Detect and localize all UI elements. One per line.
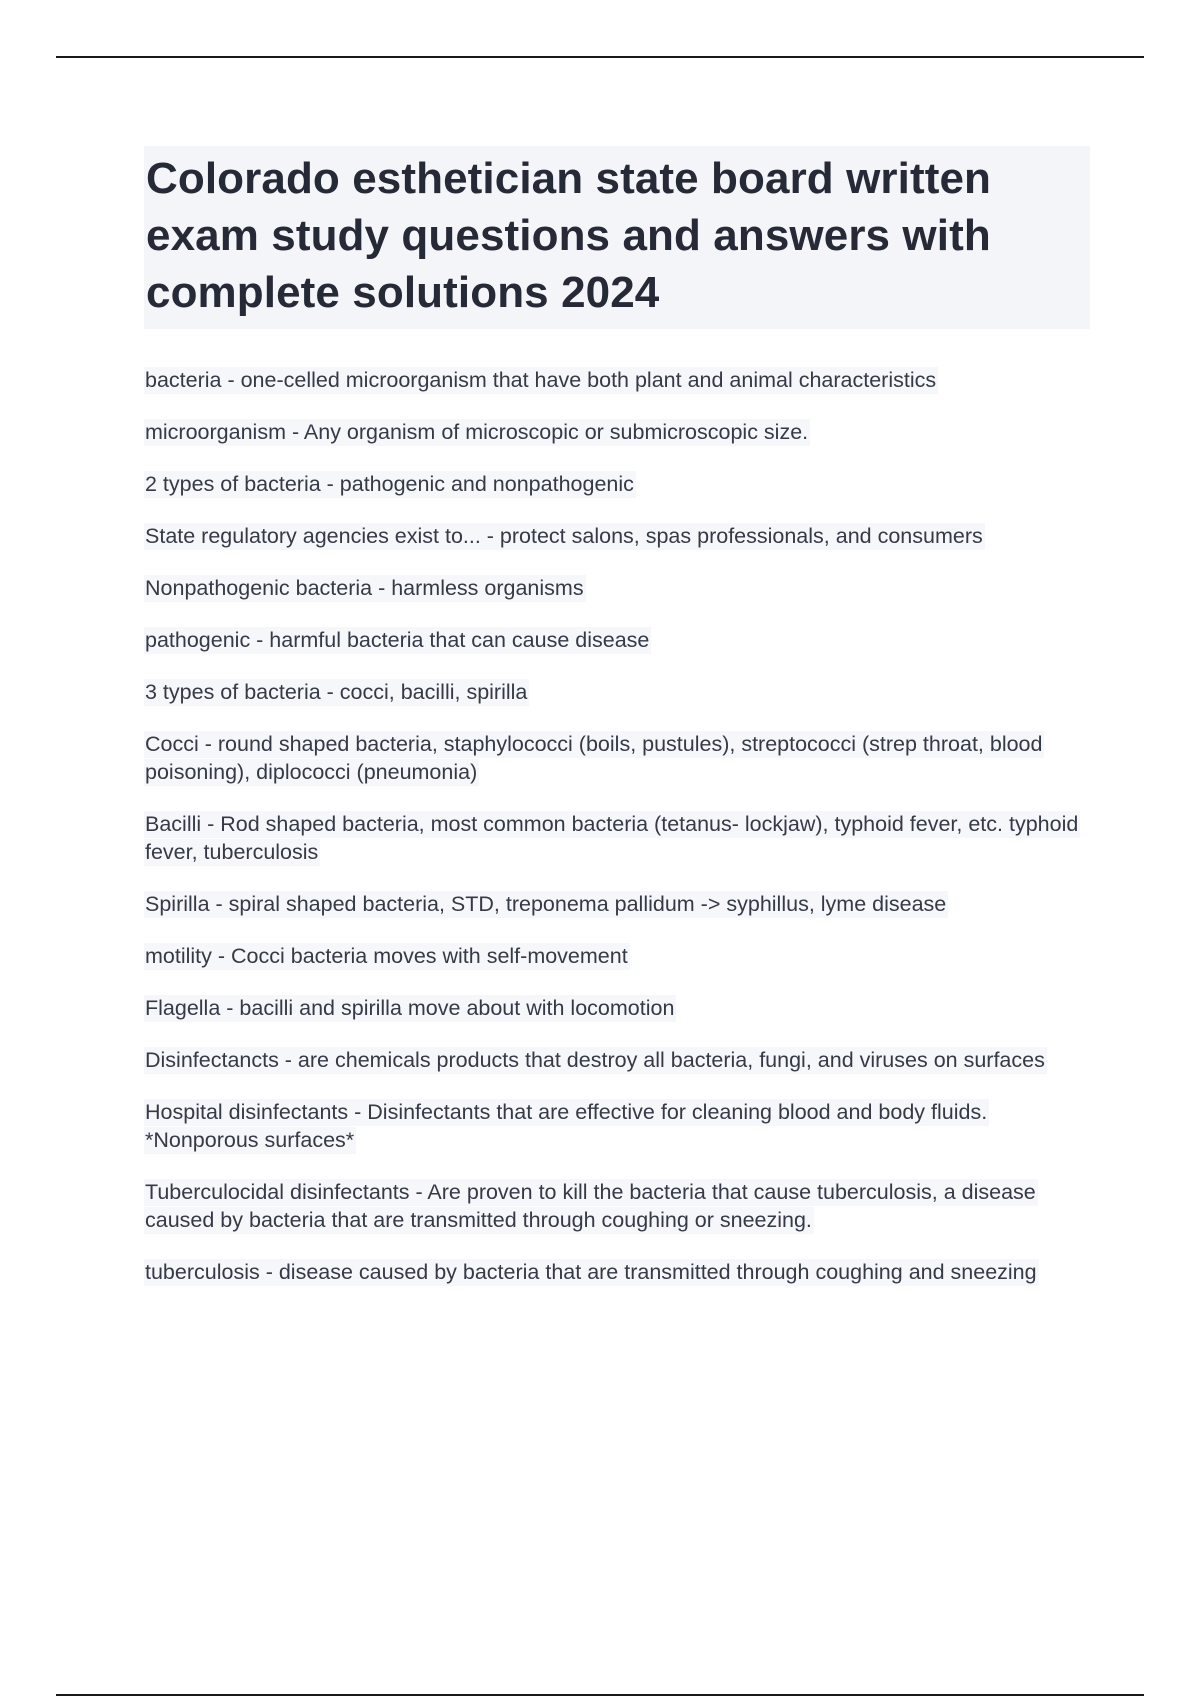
title-block: [144, 146, 1090, 329]
qa-item-text: 2 types of bacteria - pathogenic and nonpathogenic: [145, 472, 634, 496]
qa-item: [144, 522, 1104, 550]
qa-item: [144, 678, 1104, 706]
qa-item: [144, 626, 1104, 654]
qa-item-text: Bacilli - Rod shaped bacteria, most common bacteria (tetanus- lockjaw), typhoid fever, etc. typhoid fever, tuberculosis: [145, 812, 1079, 864]
qa-item-text: Tuberculocidal disinfectants - Are proven to kill the bacteria that cause tuberculosis, a disease caused by bacteria that are transmitted through coughing or sneezing.: [145, 1180, 1036, 1232]
qa-item-text: pathogenic - harmful bacteria that can cause disease: [145, 628, 650, 652]
top-rule: [56, 56, 1144, 58]
qa-item: [144, 1046, 1104, 1074]
qa-item-text: Nonpathogenic bacteria - harmless organisms: [145, 576, 584, 600]
qa-item-text: Spirilla - spiral shaped bacteria, STD, treponema pallidum -> syphillus, lyme disease: [145, 892, 947, 916]
qa-item: [144, 994, 1104, 1022]
qa-item: [144, 730, 1104, 786]
qa-list: [144, 366, 1104, 1310]
qa-item-text: microorganism - Any organism of microscopic or submicroscopic size.: [145, 420, 809, 444]
qa-item-text: bacteria - one-celled microorganism that have both plant and animal characteristics: [145, 368, 937, 392]
qa-item: [144, 418, 1104, 446]
qa-item: [144, 810, 1104, 866]
qa-item: [144, 1258, 1104, 1286]
qa-item: [144, 366, 1104, 394]
qa-item: [144, 1178, 1104, 1234]
qa-item: [144, 574, 1104, 602]
qa-item-text: tuberculosis - disease caused by bacteria that are transmitted through coughing and sneezing: [145, 1260, 1037, 1284]
qa-item-text: State regulatory agencies exist to... - protect salons, spas professionals, and consumers: [145, 524, 983, 548]
qa-item: [144, 470, 1104, 498]
qa-item-text: Cocci - round shaped bacteria, staphylococci (boils, pustules), streptococci (strep throat, blood poisoning), diplococci (pneumonia): [145, 732, 1043, 784]
bottom-rule: [56, 1694, 1144, 1696]
qa-item-text: Flagella - bacilli and spirilla move about with locomotion: [145, 996, 675, 1020]
qa-item: [144, 942, 1104, 970]
qa-item: [144, 890, 1104, 918]
qa-item-text: Disinfectancts - are chemicals products that destroy all bacteria, fungi, and viruses on surfaces: [145, 1048, 1045, 1072]
qa-item: [144, 1098, 1104, 1154]
qa-item-text: 3 types of bacteria - cocci, bacilli, spirilla: [145, 680, 528, 704]
qa-item-text: Hospital disinfectants - Disinfectants that are effective for cleaning blood and body fluids. *Nonporous surfaces*: [145, 1100, 988, 1152]
qa-item-text: motility - Cocci bacteria moves with self-movement: [145, 944, 628, 968]
document-title: Colorado esthetician state board written exam study questions and answers with complete solutions 2024: [146, 154, 992, 317]
